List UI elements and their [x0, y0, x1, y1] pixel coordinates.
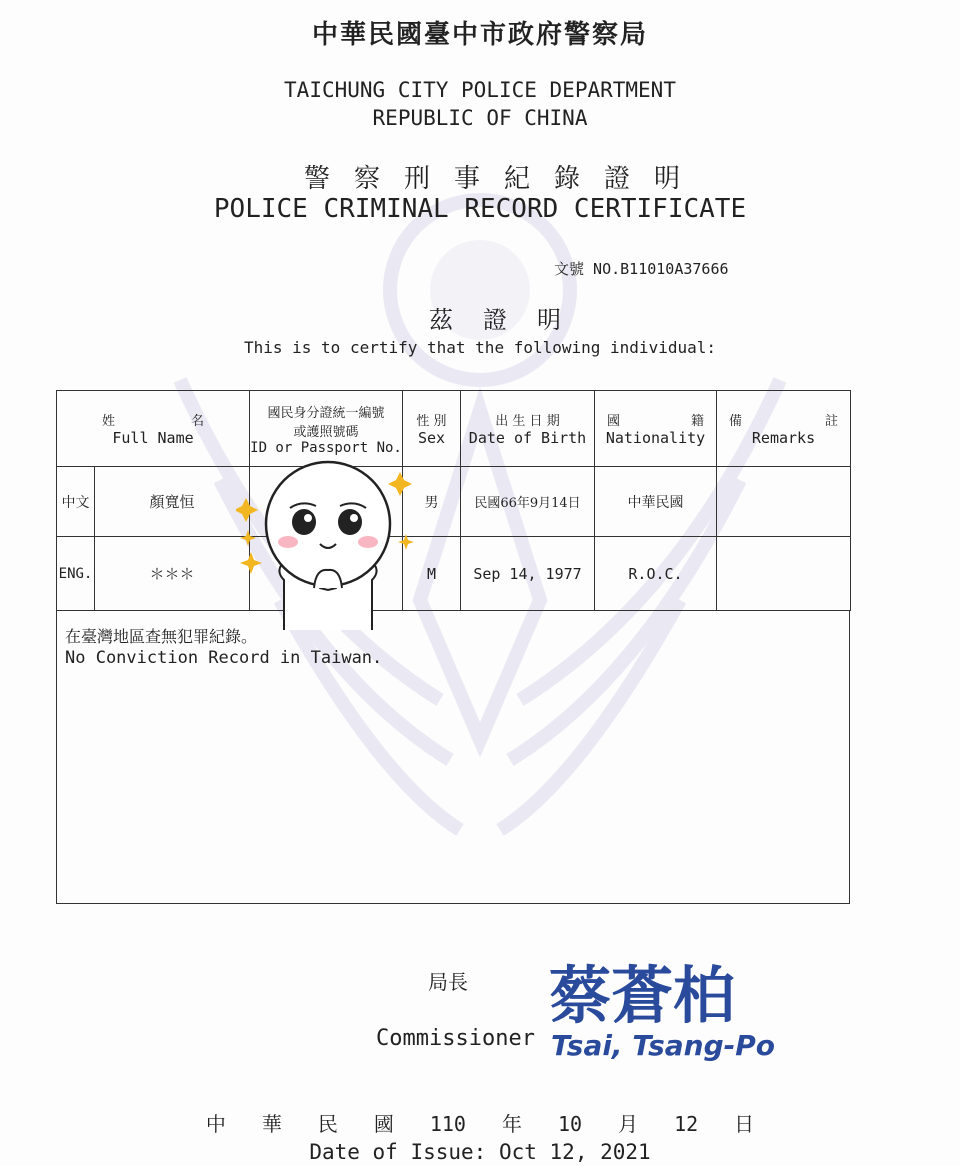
row-lang-label: ENG. — [57, 537, 95, 611]
date-part: 國 — [373, 1112, 394, 1136]
sex-en-cell: M — [403, 537, 461, 611]
commissioner-signature-stamp — [545, 955, 825, 1065]
document-number — [554, 258, 729, 279]
header-nat-en: Nationality — [605, 429, 706, 447]
agency-name-zh: 中華民國臺中市政府警察局 — [311, 20, 648, 50]
header-sex — [403, 391, 461, 467]
dob-zh-cell: 民國66年9月14日 — [461, 467, 595, 537]
header-id — [250, 391, 403, 467]
document-number-value: NO.B11010A37666 — [593, 260, 729, 278]
header-id-zh-2: 或護照號碼 — [293, 424, 359, 440]
date-part: 華 — [261, 1112, 282, 1136]
issue-date-zh — [0, 1108, 960, 1137]
table-row — [57, 537, 851, 611]
certify-statement-en: This is to certify that the following individual: — [243, 338, 716, 357]
record-table — [56, 390, 851, 611]
date-part: 日 — [734, 1112, 755, 1136]
table-header-row — [57, 391, 851, 467]
cute-face-sticker-icon — [236, 460, 420, 630]
agency-name-en: TAICHUNG CITY POLICE DEPARTMENT — [284, 78, 676, 102]
date-part: 年 — [501, 1112, 522, 1136]
certify-heading-zh: 茲證明 — [429, 306, 591, 334]
document-number-label: 文號 — [554, 260, 585, 278]
header-remarks-zh-a: 備 — [729, 414, 743, 429]
findings-text-zh: 在臺灣地區查無犯罪紀錄。 — [65, 627, 258, 646]
remarks-zh-cell — [717, 467, 851, 537]
header-nat-zh-a: 國 — [607, 414, 621, 429]
date-part: 110 — [429, 1112, 466, 1136]
header-name-zh-b: 名 — [190, 414, 204, 429]
row-lang-label: 中文 — [57, 467, 95, 537]
header-full-name — [57, 391, 250, 467]
header-id-en: ID or Passport No. — [250, 439, 402, 456]
table-row — [57, 467, 851, 537]
issue-date-en: Date of Issue: Oct 12, 2021 — [309, 1140, 651, 1164]
header-sex-zh: 性 別 — [416, 414, 447, 429]
header-dob — [461, 391, 595, 467]
header-remarks-en: Remarks — [751, 429, 816, 447]
nationality-en-cell: R.O.C. — [595, 537, 717, 611]
header-name-en: Full Name — [112, 429, 194, 447]
sex-zh-cell: 男 — [403, 467, 461, 537]
country-name-en: REPUBLIC OF CHINA — [372, 106, 588, 130]
date-part: 12 — [674, 1112, 699, 1136]
certificate-title-zh: 警察刑事紀錄證明 — [303, 164, 704, 194]
signatory-title-en: Commissioner — [376, 1026, 535, 1051]
signature-name-en: Tsai, Tsang-Po — [551, 1029, 776, 1062]
name-en-cell: ＊＊＊ — [95, 537, 250, 611]
nationality-zh-cell: 中華民國 — [595, 467, 717, 537]
name-zh-cell: 顏寬恒 — [95, 467, 250, 537]
header-name-zh-a: 姓 — [102, 414, 116, 429]
date-part: 月 — [618, 1112, 639, 1136]
header-dob-en: Date of Birth — [468, 429, 587, 447]
signatory-title-zh: 局長 — [428, 970, 468, 994]
date-part: 民 — [317, 1112, 338, 1136]
findings-text-en: No Conviction Record in Taiwan. — [65, 648, 383, 668]
findings-box — [56, 610, 850, 904]
header-nationality — [595, 391, 717, 467]
remarks-en-cell — [717, 537, 851, 611]
date-part: 10 — [557, 1112, 583, 1136]
signature-name-zh: 蔡蒼柏 — [549, 959, 736, 1032]
header-dob-zh: 出 生 日 期 — [495, 414, 560, 429]
header-sex-en: Sex — [417, 429, 446, 447]
date-part: 中 — [205, 1112, 226, 1136]
dob-en-cell: Sep 14, 1977 — [461, 537, 595, 611]
header-remarks — [717, 391, 851, 467]
certificate-title-en: POLICE CRIMINAL RECORD CERTIFICATE — [213, 194, 747, 224]
header-nat-zh-b: 籍 — [690, 414, 704, 429]
header-remarks-zh-b: 註 — [824, 414, 838, 429]
header-id-zh-1: 國民身分證統一編號 — [267, 405, 385, 421]
